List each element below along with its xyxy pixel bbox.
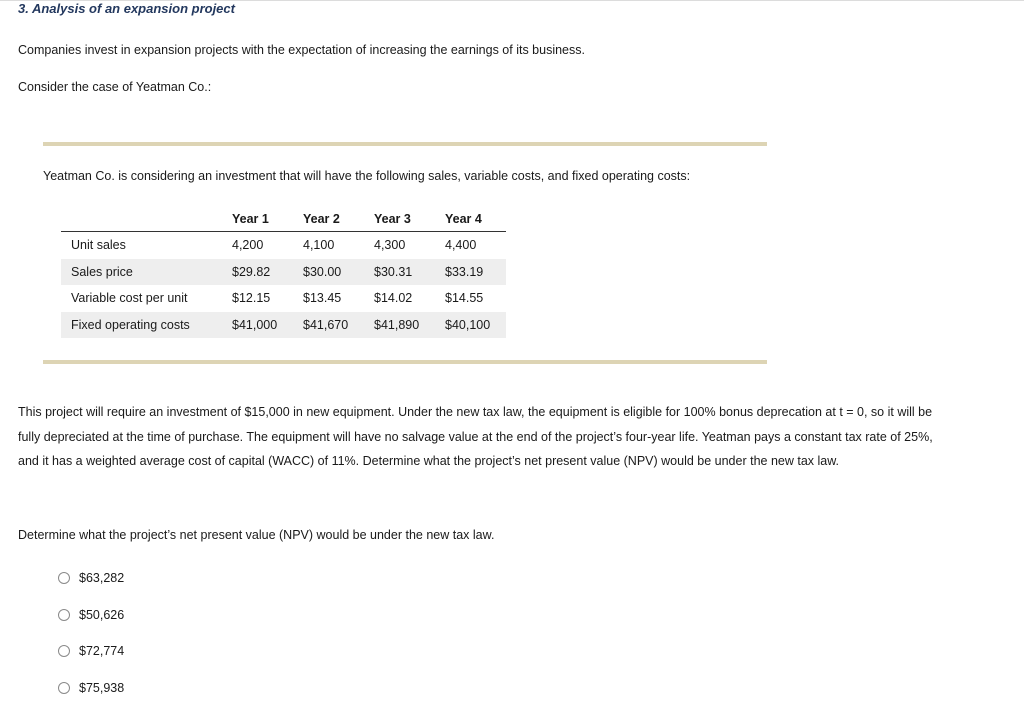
answer-options bbox=[58, 569, 124, 715]
table-cell: $30.00 bbox=[293, 259, 364, 286]
table-cell: $41,670 bbox=[293, 312, 364, 339]
row-label: Variable cost per unit bbox=[71, 291, 188, 306]
table-cell: $41,890 bbox=[364, 312, 435, 339]
table-header-year-4: Year 4 bbox=[435, 207, 506, 232]
table-cell: $13.45 bbox=[303, 291, 342, 306]
problem-text: This project will require an investment of $15,000 in new equipment. Under the new tax law, the equipment is eligible for 100% bonus deprecation at t = 0, so it will be fully depreciated at the time of purchase. The equipment will have no salvage value at the end of the project’s four-year life. Yeatman pays a constant tax rate of 25%, and it has a weighted average cost of capital (WACC) of 11%. Determine what the project’s net present value (NPV) would be under the new tax law. bbox=[18, 405, 933, 468]
table-cell: $40,100 bbox=[435, 312, 506, 339]
table-header-year-1: Year 1 bbox=[222, 207, 293, 232]
answer-option-3[interactable] bbox=[58, 642, 124, 660]
section-title: 3. Analysis of an expansion project bbox=[18, 1, 235, 16]
consider-text: Consider the case of Yeatman Co.: bbox=[18, 80, 212, 94]
table-header-blank bbox=[61, 207, 222, 232]
cost-table bbox=[61, 207, 506, 338]
question-text: Determine what the project’s net present value (NPV) would be under the new tax law. bbox=[18, 528, 495, 542]
table-header-year-3: Year 3 bbox=[364, 207, 435, 232]
table-cell: 4,300 bbox=[374, 238, 406, 253]
radio-button[interactable] bbox=[58, 645, 70, 657]
radio-button[interactable] bbox=[58, 609, 70, 621]
row-label: Unit sales bbox=[71, 238, 126, 253]
intro-text: Companies invest in expansion projects with the expectation of increasing the earnings of its business. bbox=[18, 43, 585, 57]
table-cell: $12.15 bbox=[232, 291, 271, 306]
table-cell: $29.82 bbox=[222, 259, 293, 286]
table-header-year-2: Year 2 bbox=[293, 207, 364, 232]
option-label: $63,282 bbox=[79, 571, 125, 585]
table-row bbox=[61, 232, 506, 259]
table-header-row bbox=[61, 207, 506, 232]
table-cell: 4,100 bbox=[303, 238, 335, 253]
table-cell: $14.55 bbox=[445, 291, 484, 306]
table-cell: $33.19 bbox=[435, 259, 506, 286]
table-cell: 4,400 bbox=[445, 238, 477, 253]
row-label: Fixed operating costs bbox=[61, 312, 222, 339]
table-cell: 4,200 bbox=[232, 238, 264, 253]
table-cell: $14.02 bbox=[374, 291, 413, 306]
answer-option-4[interactable] bbox=[58, 679, 124, 697]
radio-button[interactable] bbox=[58, 682, 70, 694]
option-label: $50,626 bbox=[79, 607, 125, 622]
box-top-band bbox=[43, 142, 767, 146]
radio-button[interactable] bbox=[58, 572, 70, 584]
row-label: Sales price bbox=[61, 259, 222, 286]
table-row bbox=[61, 285, 506, 312]
table-row bbox=[61, 259, 506, 286]
answer-option-1[interactable] bbox=[58, 569, 124, 587]
option-label: $72,774 bbox=[79, 644, 125, 658]
box-bottom-band bbox=[43, 360, 767, 364]
table-cell: $41,000 bbox=[222, 312, 293, 339]
table-cell: $30.31 bbox=[364, 259, 435, 286]
option-label: $75,938 bbox=[79, 680, 125, 695]
box-intro-text: Yeatman Co. is considering an investment that will have the following sales, variable costs, and fixed operating costs: bbox=[43, 169, 691, 183]
table-row bbox=[61, 312, 506, 339]
answer-option-2[interactable] bbox=[58, 606, 124, 624]
